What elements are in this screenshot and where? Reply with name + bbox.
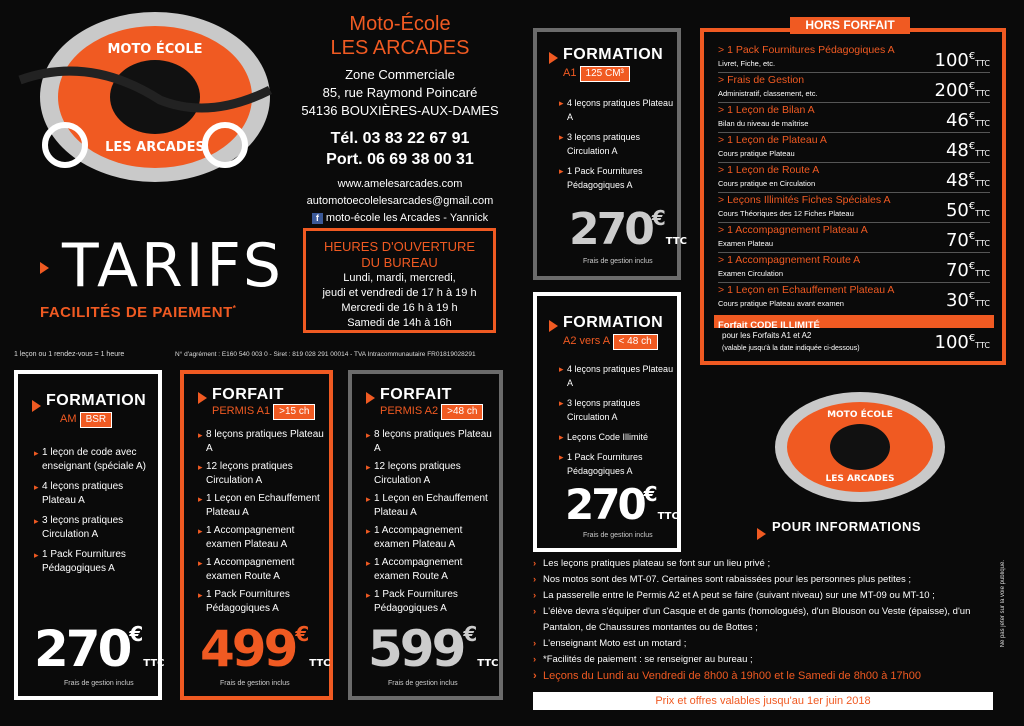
list-item: ▸ 1 Pack Fournitures Pédagogiques A <box>559 164 679 192</box>
card-items <box>34 446 154 582</box>
card-price <box>565 480 679 529</box>
hf-price <box>946 196 990 225</box>
card-sub-label: PERMIS A2 <box>380 405 439 417</box>
hf-price-value: 30 <box>945 290 969 311</box>
hf-name-text: Leçons Illimités Fiches Spéciales A <box>727 194 891 206</box>
list-item: ▸ 1 Pack Fournitures Pédagogiques A <box>198 588 328 616</box>
arrow-icon <box>366 392 375 404</box>
agrement-note: N° d'agrément : E160 540 003 0 - Siret : 819 028 291 00014 - TVA Intracommunautaire FR01819028291 <box>175 351 476 358</box>
list-item: ▸ 1 Accompagnement examen Plateau A <box>198 524 328 552</box>
card-subtitle <box>563 66 630 82</box>
code-desc-1: pour les Forfaits A1 et A2 <box>722 331 812 340</box>
hf-price-value: 48 <box>945 140 969 161</box>
hf-price <box>935 46 990 75</box>
school-logo-small <box>775 392 945 502</box>
hf-price-value: 70 <box>945 260 969 281</box>
hf-price-currency: € <box>968 261 976 272</box>
info-line: › Nos motos sont des MT-07. Certaines sont rabaissées pour les personnes plus petites ; <box>533 572 1008 588</box>
hours-line: jeudi et vendredi de 17 h à 19 h <box>322 287 477 299</box>
card-price <box>34 620 165 678</box>
card-price <box>368 620 499 678</box>
hf-name: > 1 Leçon en Echauffement Plateau A <box>718 284 895 296</box>
list-item: ▸ 1 leçon de code avec enseignant (spéciale A) <box>34 446 154 474</box>
hf-price-value: 48 <box>945 170 969 191</box>
list-item: ▸ 12 leçons pratiques Circulation A <box>366 460 498 488</box>
hf-price <box>946 256 990 285</box>
code-price-currency: € <box>968 333 976 344</box>
list-item: ▸ 8 leçons pratiques Plateau A <box>198 428 328 456</box>
office-hours-box <box>303 228 496 333</box>
card-fees: Frais de gestion inclus <box>220 680 290 687</box>
hf-desc: Cours pratique Plateau <box>718 149 795 158</box>
hf-price-currency: € <box>968 171 976 182</box>
card-subtitle <box>60 412 112 428</box>
list-item: ▸ Leçons Code Illimité <box>559 430 679 444</box>
card-badge: 125 CM³ <box>580 66 630 82</box>
hf-price <box>946 106 990 135</box>
hours-line: Mercredi de 16 h à 19 h <box>341 302 458 314</box>
price-currency: € <box>129 622 144 646</box>
price-currency: € <box>651 206 666 230</box>
validity-banner: Prix et offres valables jusqu'au 1er juin 2018 <box>533 692 993 710</box>
code-price-ttc: TTC <box>975 341 990 350</box>
hf-row <box>718 74 990 103</box>
hors-forfait-title: HORS FORFAIT <box>790 17 910 34</box>
code-illimite-label: Forfait CODE ILLIMITÉ <box>718 320 820 331</box>
hf-desc: Examen Plateau <box>718 239 774 248</box>
logo-bottom-text: LES ARCADES <box>825 474 895 484</box>
card-sub-label: PERMIS A1 <box>212 405 271 417</box>
facebook-icon: f <box>312 213 323 224</box>
list-item: ▸ 4 leçons pratiques Plateau A <box>34 480 154 508</box>
lesson-note: 1 leçon ou 1 rendez-vous = 1 heure <box>14 351 125 358</box>
hf-price-ttc: TTC <box>975 269 990 278</box>
card-fees: Frais de gestion inclus <box>388 680 458 687</box>
price-ttc: TTC <box>477 658 499 669</box>
card-title: FORMATION <box>46 392 147 409</box>
price-ttc: TTC <box>665 236 687 247</box>
info-line: › La passerelle entre le Permis A2 et A peut se faire (suivant niveau) sur une MT-09 ou MT-10 ; <box>533 588 1008 604</box>
tarifs-title: TARIFS <box>62 231 284 301</box>
hours-title-1: HEURES D'OUVERTURE <box>323 239 476 254</box>
price-currency: € <box>295 622 310 646</box>
mobile-number[interactable]: Port. 06 69 38 00 31 <box>326 151 474 168</box>
list-item: ▸ 8 leçons pratiques Plateau A <box>366 428 498 456</box>
price-currency: € <box>463 622 478 646</box>
list-item: ▸ 1 Pack Fournitures Pédagogiques A <box>559 450 679 478</box>
hors-forfait-panel <box>700 28 1006 365</box>
card-forfait-a2 <box>348 370 503 700</box>
hf-name: > 1 Leçon de Bilan A <box>718 104 815 116</box>
hf-name-text: 1 Pack Fournitures Pédagogiques A <box>727 44 895 56</box>
card-badge: BSR <box>80 412 113 428</box>
card-fees: Frais de gestion inclus <box>64 680 134 687</box>
card-subtitle <box>563 334 658 350</box>
list-item: ▸ 1 Pack Fournitures Pédagogiques A <box>34 548 154 576</box>
list-item: ▸ 1 Accompagnement examen Plateau A <box>366 524 498 552</box>
hf-name-text: 1 Leçon en Echauffement Plateau A <box>727 284 895 296</box>
info-highlight: › Leçons du Lundi au Vendredi de 8h00 à 19h00 et le Samedi de 8h00 à 17h00 <box>533 668 1008 684</box>
payment-facilities-label: FACILITÉS DE PAIEMENT <box>40 304 233 321</box>
logo-top-text: MOTO ÉCOLE <box>827 410 893 420</box>
school-name-1: Moto-École <box>349 13 451 35</box>
hf-price-ttc: TTC <box>975 89 990 98</box>
code-price <box>935 332 990 353</box>
card-items <box>559 362 679 484</box>
hf-name: > 1 Leçon de Route A <box>718 164 820 176</box>
hf-name-text: 1 Leçon de Bilan A <box>727 104 815 116</box>
arrow-icon <box>549 320 558 332</box>
info-line: › L'élève devra s'équiper d'un Casque et de gants (homologués), d'un Blouson ou Veste (épaisse), d'un Pantalon, de Chaussures montantes ou de Bottes ; <box>533 604 1008 636</box>
arrow-icon <box>549 52 558 64</box>
phone-number[interactable]: Tél. 03 83 22 67 91 <box>330 130 470 147</box>
website-link[interactable]: www.amelesarcades.com <box>337 178 463 190</box>
school-name-2: LES ARCADES <box>330 37 470 59</box>
address-line-2: 85, rue Raymond Poincaré <box>322 85 478 100</box>
tarifs-arrow-icon <box>40 262 49 274</box>
hf-desc: Bilan du niveau de maîtrise <box>718 119 809 128</box>
hf-row <box>718 254 990 283</box>
info-list <box>533 556 1008 684</box>
info-title: POUR INFORMATIONS <box>772 519 922 534</box>
hf-price-value: 100 <box>934 50 969 71</box>
hf-row <box>718 164 990 193</box>
code-price-value: 100 <box>934 332 969 353</box>
card-formation-a2 <box>533 292 681 552</box>
hf-price <box>946 166 990 195</box>
info-line: › L'enseignant Moto est un motard ; <box>533 636 1008 652</box>
price-ttc: TTC <box>309 658 331 669</box>
card-badge: >48 ch <box>441 404 483 420</box>
card-fees: Frais de gestion inclus <box>583 532 653 539</box>
price-value: 270 <box>34 620 130 678</box>
logo-top-text: MOTO ÉCOLE <box>107 42 203 57</box>
card-price <box>569 204 687 255</box>
card-price <box>200 620 331 678</box>
card-subtitle <box>212 404 315 420</box>
payment-facilities-asterisk: * <box>232 304 237 313</box>
code-illimite-bar <box>714 315 994 331</box>
card-sub-label: A1 <box>563 67 577 79</box>
school-header <box>295 12 505 227</box>
card-title: FORFAIT <box>380 386 452 403</box>
hf-name-text: 1 Leçon de Route A <box>727 164 820 176</box>
arrow-icon <box>32 400 41 412</box>
card-formation-a1 <box>533 28 687 280</box>
price-value: 270 <box>569 204 652 255</box>
hf-price-ttc: TTC <box>975 239 990 248</box>
hf-price-ttc: TTC <box>975 119 990 128</box>
list-item: ▸ 1 Leçon en Echauffement Plateau A <box>366 492 498 520</box>
list-item: ▸ 3 leçons pratiques Circulation A <box>34 514 154 542</box>
motorcycle-silhouette-icon <box>10 60 280 170</box>
hf-price <box>946 286 990 315</box>
hf-row <box>718 134 990 163</box>
hf-price-value: 46 <box>945 110 969 131</box>
hf-price-currency: € <box>968 141 976 152</box>
card-formation-am <box>14 370 165 700</box>
email-link[interactable]: automotoecolelesarcades@gmail.com <box>306 195 494 207</box>
hf-row <box>718 104 990 133</box>
hf-name-text: 1 Accompagnement Plateau A <box>727 224 868 236</box>
hf-price-ttc: TTC <box>975 179 990 188</box>
logo-bottom-text: LES ARCADES <box>105 140 205 155</box>
info-line: › *Facilités de paiement : se renseigner au bureau ; <box>533 652 1008 668</box>
card-title: FORFAIT <box>212 386 284 403</box>
facebook-row[interactable] <box>295 210 505 227</box>
card-sub-label: AM <box>60 413 77 425</box>
facebook-label: moto-école les Arcades - Yannick <box>325 212 489 224</box>
side-note: Ne pas jeter sur la voie publique. <box>1000 560 1006 648</box>
hf-price-value: 200 <box>934 80 969 101</box>
hf-name: > Frais de Gestion <box>718 74 805 86</box>
payment-facilities <box>40 304 236 321</box>
hf-name: > Leçons Illimités Fiches Spéciales A <box>718 194 891 206</box>
card-title: FORMATION <box>563 314 664 331</box>
hf-name: > 1 Leçon de Plateau A <box>718 134 827 146</box>
card-badge: >15 ch <box>273 404 315 420</box>
price-value: 499 <box>200 620 296 678</box>
hf-desc: Examen Circulation <box>718 269 784 278</box>
hf-price <box>946 136 990 165</box>
card-fees: Frais de gestion inclus <box>583 258 653 265</box>
hf-price <box>935 76 990 105</box>
hf-price-ttc: TTC <box>975 209 990 218</box>
list-item: ▸ 1 Accompagnement examen Route A <box>198 556 328 584</box>
code-desc-2: (valable jusqu'à la date indiquée ci-dessous) <box>722 345 860 352</box>
hf-price-value: 70 <box>945 230 969 251</box>
card-items <box>198 428 328 620</box>
hf-name-text: 1 Leçon de Plateau A <box>727 134 827 146</box>
card-items <box>559 96 679 198</box>
hf-price-currency: € <box>968 291 976 302</box>
hf-desc: Livret, Fiche, etc. <box>718 59 776 68</box>
hf-price-currency: € <box>968 81 976 92</box>
card-subtitle <box>380 404 483 420</box>
card-title: FORMATION <box>563 46 664 63</box>
price-value: 270 <box>565 480 644 529</box>
hf-price-currency: € <box>968 51 976 62</box>
hf-price-currency: € <box>968 111 976 122</box>
arrow-icon <box>198 392 207 404</box>
hf-desc: Cours Théoriques des 12 Fiches Plateau <box>718 209 854 218</box>
list-item: ▸ 4 leçons pratiques Plateau A <box>559 362 679 390</box>
hf-name: > 1 Pack Fournitures Pédagogiques A <box>718 44 895 56</box>
address-line-3: 54136 BOUXIÈRES-AUX-DAMES <box>301 103 499 118</box>
hf-row <box>718 284 990 313</box>
hf-price-ttc: TTC <box>975 149 990 158</box>
hf-desc: Administratif, classement, etc. <box>718 89 818 98</box>
hf-desc: Cours pratique Plateau avant examen <box>718 299 844 308</box>
card-sub-label: A2 vers A <box>563 335 610 347</box>
card-items <box>366 428 498 620</box>
card-forfait-a1 <box>180 370 333 700</box>
info-arrow-icon <box>757 528 766 540</box>
list-item: ▸ 1 Leçon en Echauffement Plateau A <box>198 492 328 520</box>
info-line: › Les leçons pratiques plateau se font sur un lieu privé ; <box>533 556 1008 572</box>
hf-name: > 1 Accompagnement Plateau A <box>718 224 868 236</box>
hours-title-2: DU BUREAU <box>361 255 438 270</box>
list-item: ▸ 12 leçons pratiques Circulation A <box>198 460 328 488</box>
list-item: ▸ 1 Accompagnement examen Route A <box>366 556 498 584</box>
hf-row <box>718 44 990 73</box>
hf-price-ttc: TTC <box>975 299 990 308</box>
hours-line: Lundi, mardi, mercredi, <box>343 272 456 284</box>
hf-row <box>718 224 990 253</box>
price-value: 599 <box>368 620 464 678</box>
list-item: ▸ 4 leçons pratiques Plateau A <box>559 96 679 124</box>
list-item: ▸ 3 leçons pratiques Circulation A <box>559 396 679 424</box>
list-item: ▸ 1 Pack Fournitures Pédagogiques A <box>366 588 498 616</box>
address-line-1: Zone Commerciale <box>345 67 455 82</box>
hf-price-ttc: TTC <box>975 59 990 68</box>
card-badge: < 48 ch <box>613 334 658 350</box>
price-ttc: TTC <box>657 511 679 522</box>
hf-name: > 1 Accompagnement Route A <box>718 254 861 266</box>
list-item: ▸ 3 leçons pratiques Circulation A <box>559 130 679 158</box>
price-ttc: TTC <box>143 658 165 669</box>
hf-price-currency: € <box>968 231 976 242</box>
hf-name-text: Frais de Gestion <box>727 74 805 86</box>
hf-desc: Cours pratique en Circulation <box>718 179 816 188</box>
hf-row <box>718 194 990 223</box>
price-currency: € <box>643 482 658 506</box>
hf-price <box>946 226 990 255</box>
hf-name-text: 1 Accompagnement Route A <box>727 254 861 266</box>
hours-line: Samedi de 14h à 16h <box>347 317 452 329</box>
hf-price-value: 50 <box>945 200 969 221</box>
hf-price-currency: € <box>968 201 976 212</box>
